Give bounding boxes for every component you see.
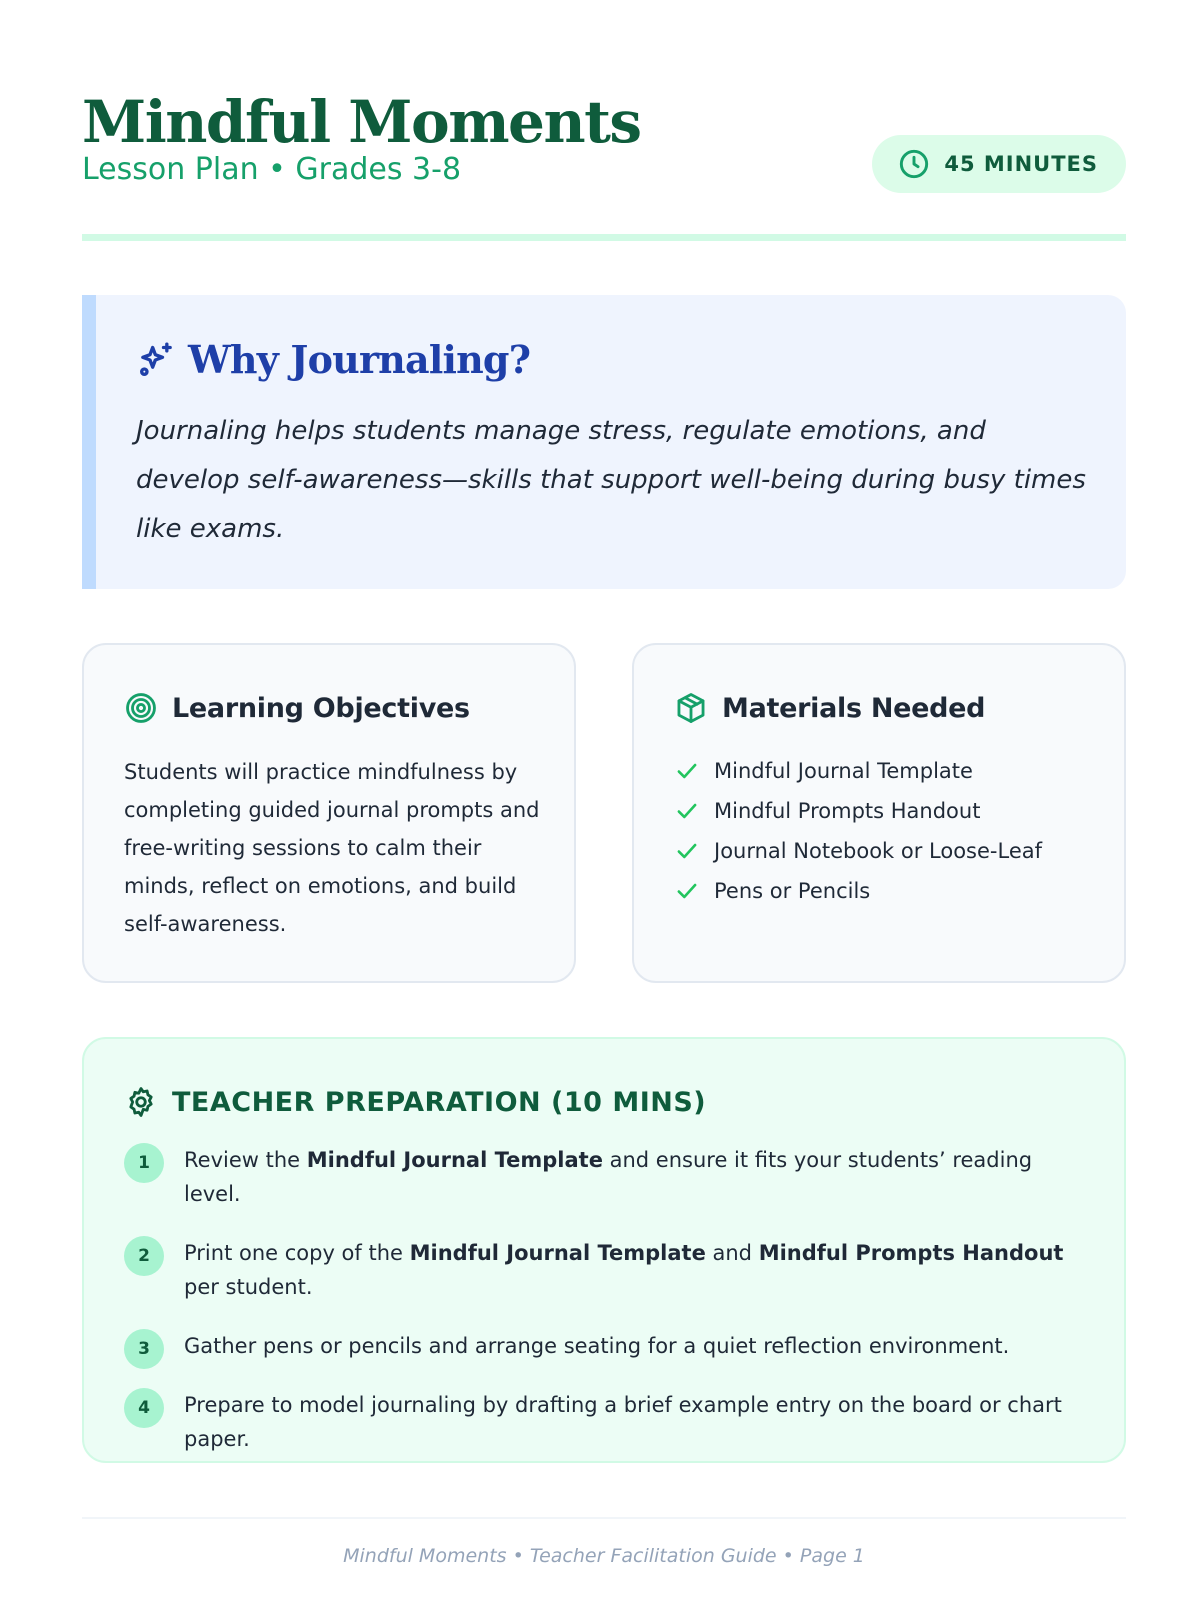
- material-item: [674, 751, 1042, 791]
- target-icon: [124, 691, 158, 725]
- footer-divider: [82, 1517, 1126, 1519]
- step-text: [184, 1393, 1062, 1451]
- header: [82, 80, 1126, 240]
- objectives-title: Learning Objectives: [172, 692, 470, 724]
- text-segment: per student.: [184, 1275, 313, 1299]
- prep-title: TEACHER PREPARATION (10 MINS): [172, 1086, 707, 1118]
- sparkles-icon: [136, 340, 176, 380]
- materials-heading: [674, 691, 985, 725]
- material-label: Mindful Journal Template: [714, 759, 973, 783]
- materials-list: [674, 751, 1042, 911]
- prep-steps-list: [124, 1143, 1084, 1481]
- prep-step: [124, 1388, 1084, 1456]
- teacher-preparation-section: [82, 1037, 1126, 1463]
- duration-label: 45 MINUTES: [944, 152, 1098, 176]
- page-subtitle: Lesson Plan • Grades 3-8: [82, 152, 462, 187]
- step-text: [184, 1241, 1063, 1299]
- step-number-badge: 4: [124, 1388, 164, 1428]
- prep-step: [124, 1329, 1084, 1363]
- why-text: Journaling helps students manage stress, regulate emotions, and develop self-awareness—skills that support well-being during busy times like exams.: [136, 416, 1086, 544]
- gear-icon: [124, 1085, 158, 1119]
- emphasized-text: Mindful Journal Template: [306, 1148, 603, 1172]
- material-label: Journal Notebook or Loose-Leaf: [714, 839, 1043, 863]
- package-icon: [674, 691, 708, 725]
- check-icon: [674, 838, 700, 864]
- prep-heading: [124, 1085, 706, 1119]
- header-divider: [82, 234, 1126, 241]
- duration-badge: [872, 135, 1126, 193]
- material-item: [674, 831, 1042, 871]
- check-icon: [674, 798, 700, 824]
- check-icon: [674, 878, 700, 904]
- clock-icon: [898, 148, 930, 180]
- why-journaling-callout: [82, 295, 1126, 589]
- materials-needed-card: [632, 643, 1126, 983]
- emphasized-text: Mindful Prompts Handout: [758, 1241, 1064, 1265]
- learning-objectives-card: [82, 643, 576, 983]
- step-text: [184, 1148, 1032, 1206]
- step-number-badge: 2: [124, 1236, 164, 1276]
- prep-step: [124, 1143, 1084, 1211]
- objectives-heading: [124, 691, 470, 725]
- material-item: [674, 871, 1042, 911]
- material-label: Mindful Prompts Handout: [714, 799, 981, 823]
- prep-step: [124, 1236, 1084, 1304]
- materials-title: Materials Needed: [722, 692, 986, 724]
- text-segment: Print one copy of the: [184, 1241, 410, 1265]
- step-number-badge: 1: [124, 1143, 164, 1183]
- page-title: Mindful Moments: [82, 88, 641, 156]
- material-item: [674, 791, 1042, 831]
- objectives-text: Students will practice mindfulness by completing guided journal prompts and free-writing sessions to calm their minds, reflect on emotions, and build self-awareness.: [124, 760, 540, 936]
- text-segment: and ensure it fits your students’ reading level.: [184, 1148, 1033, 1206]
- text-segment: Prepare to model journaling by drafting a brief example entry on the board or chart paper.: [184, 1393, 1062, 1451]
- material-label: Pens or Pencils: [714, 879, 871, 903]
- text-segment: Review the: [184, 1148, 307, 1172]
- why-heading: [136, 337, 530, 382]
- text-segment: and: [705, 1241, 759, 1265]
- why-title: Why Journaling?: [188, 337, 531, 382]
- check-icon: [674, 758, 700, 784]
- emphasized-text: Mindful Journal Template: [409, 1241, 706, 1265]
- page-footer: Mindful Moments • Teacher Facilitation Guide • Page 1: [343, 1545, 865, 1567]
- step-number-badge: 3: [124, 1329, 164, 1369]
- text-segment: Gather pens or pencils and arrange seating for a quiet reflection environment.: [184, 1334, 1010, 1358]
- step-text: [184, 1334, 1009, 1358]
